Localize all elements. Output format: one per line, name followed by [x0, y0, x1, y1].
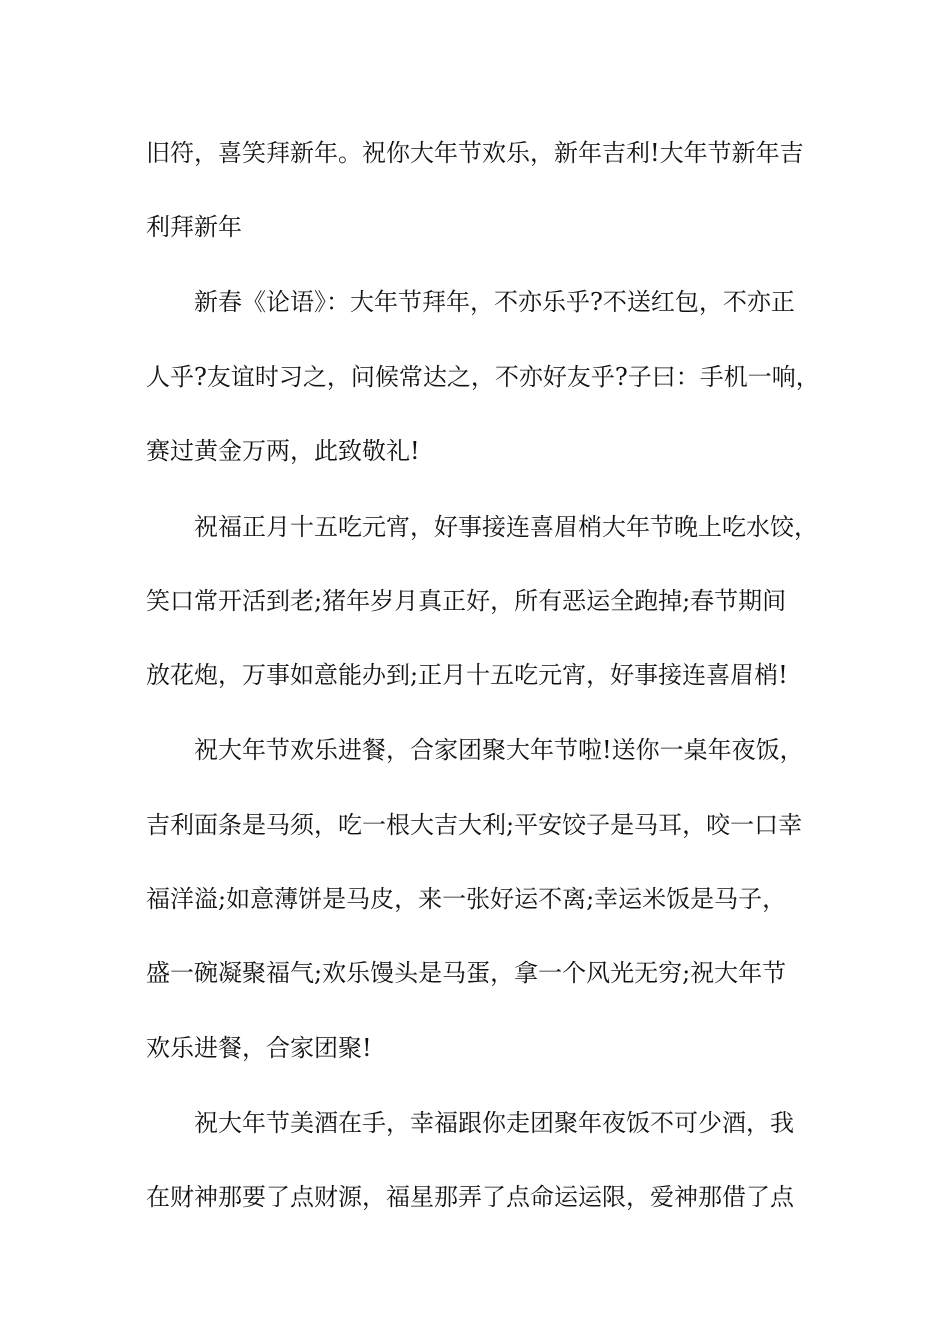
text-line: 放花炮，万事如意能办到;正月十五吃元宵，好事接连喜眉梢!: [146, 661, 788, 689]
text-line: 在财神那要了点财源，福星那弄了点命运运限，爱神那借了点: [146, 1183, 794, 1211]
text-line: 福洋溢;如意薄饼是马皮，来一张好运不离;幸运米饭是马子，: [146, 885, 787, 913]
text-line: 盛一碗凝聚福气;欢乐馒头是马蛋，拿一个风光无穷;祝大年节: [146, 959, 787, 987]
text-line: 祝福正月十五吃元宵，好事接连喜眉梢大年节晚上吃水饺，: [194, 513, 818, 541]
text-line: 赛过黄金万两，此致敬礼!: [146, 437, 420, 465]
text-line: 吉利面条是马须，吃一根大吉大利;平安饺子是马耳，咬一口幸: [146, 811, 803, 839]
text-line: 笑口常开活到老;猪年岁月真正好，所有恶运全跑掉;春节期间: [146, 587, 787, 615]
text-line: 利拜新年: [146, 213, 242, 241]
text-line: 祝大年节欢乐进餐，合家团聚大年节啦!送你一桌年夜饭，: [194, 736, 804, 764]
text-line: 旧符，喜笑拜新年。祝你大年节欢乐，新年吉利!大年节新年吉: [146, 139, 804, 167]
text-line: 新春《论语》：大年节拜年，不亦乐乎?不送红包，不亦正: [194, 288, 795, 316]
text-line: 人乎?友谊时习之，问候常达之，不亦好友乎?子曰：手机一响，: [146, 363, 820, 391]
text-line: 祝大年节美酒在手，幸福跟你走团聚年夜饭不可少酒，我: [194, 1109, 794, 1137]
text-line: 欢乐进餐，合家团聚!: [146, 1034, 372, 1062]
